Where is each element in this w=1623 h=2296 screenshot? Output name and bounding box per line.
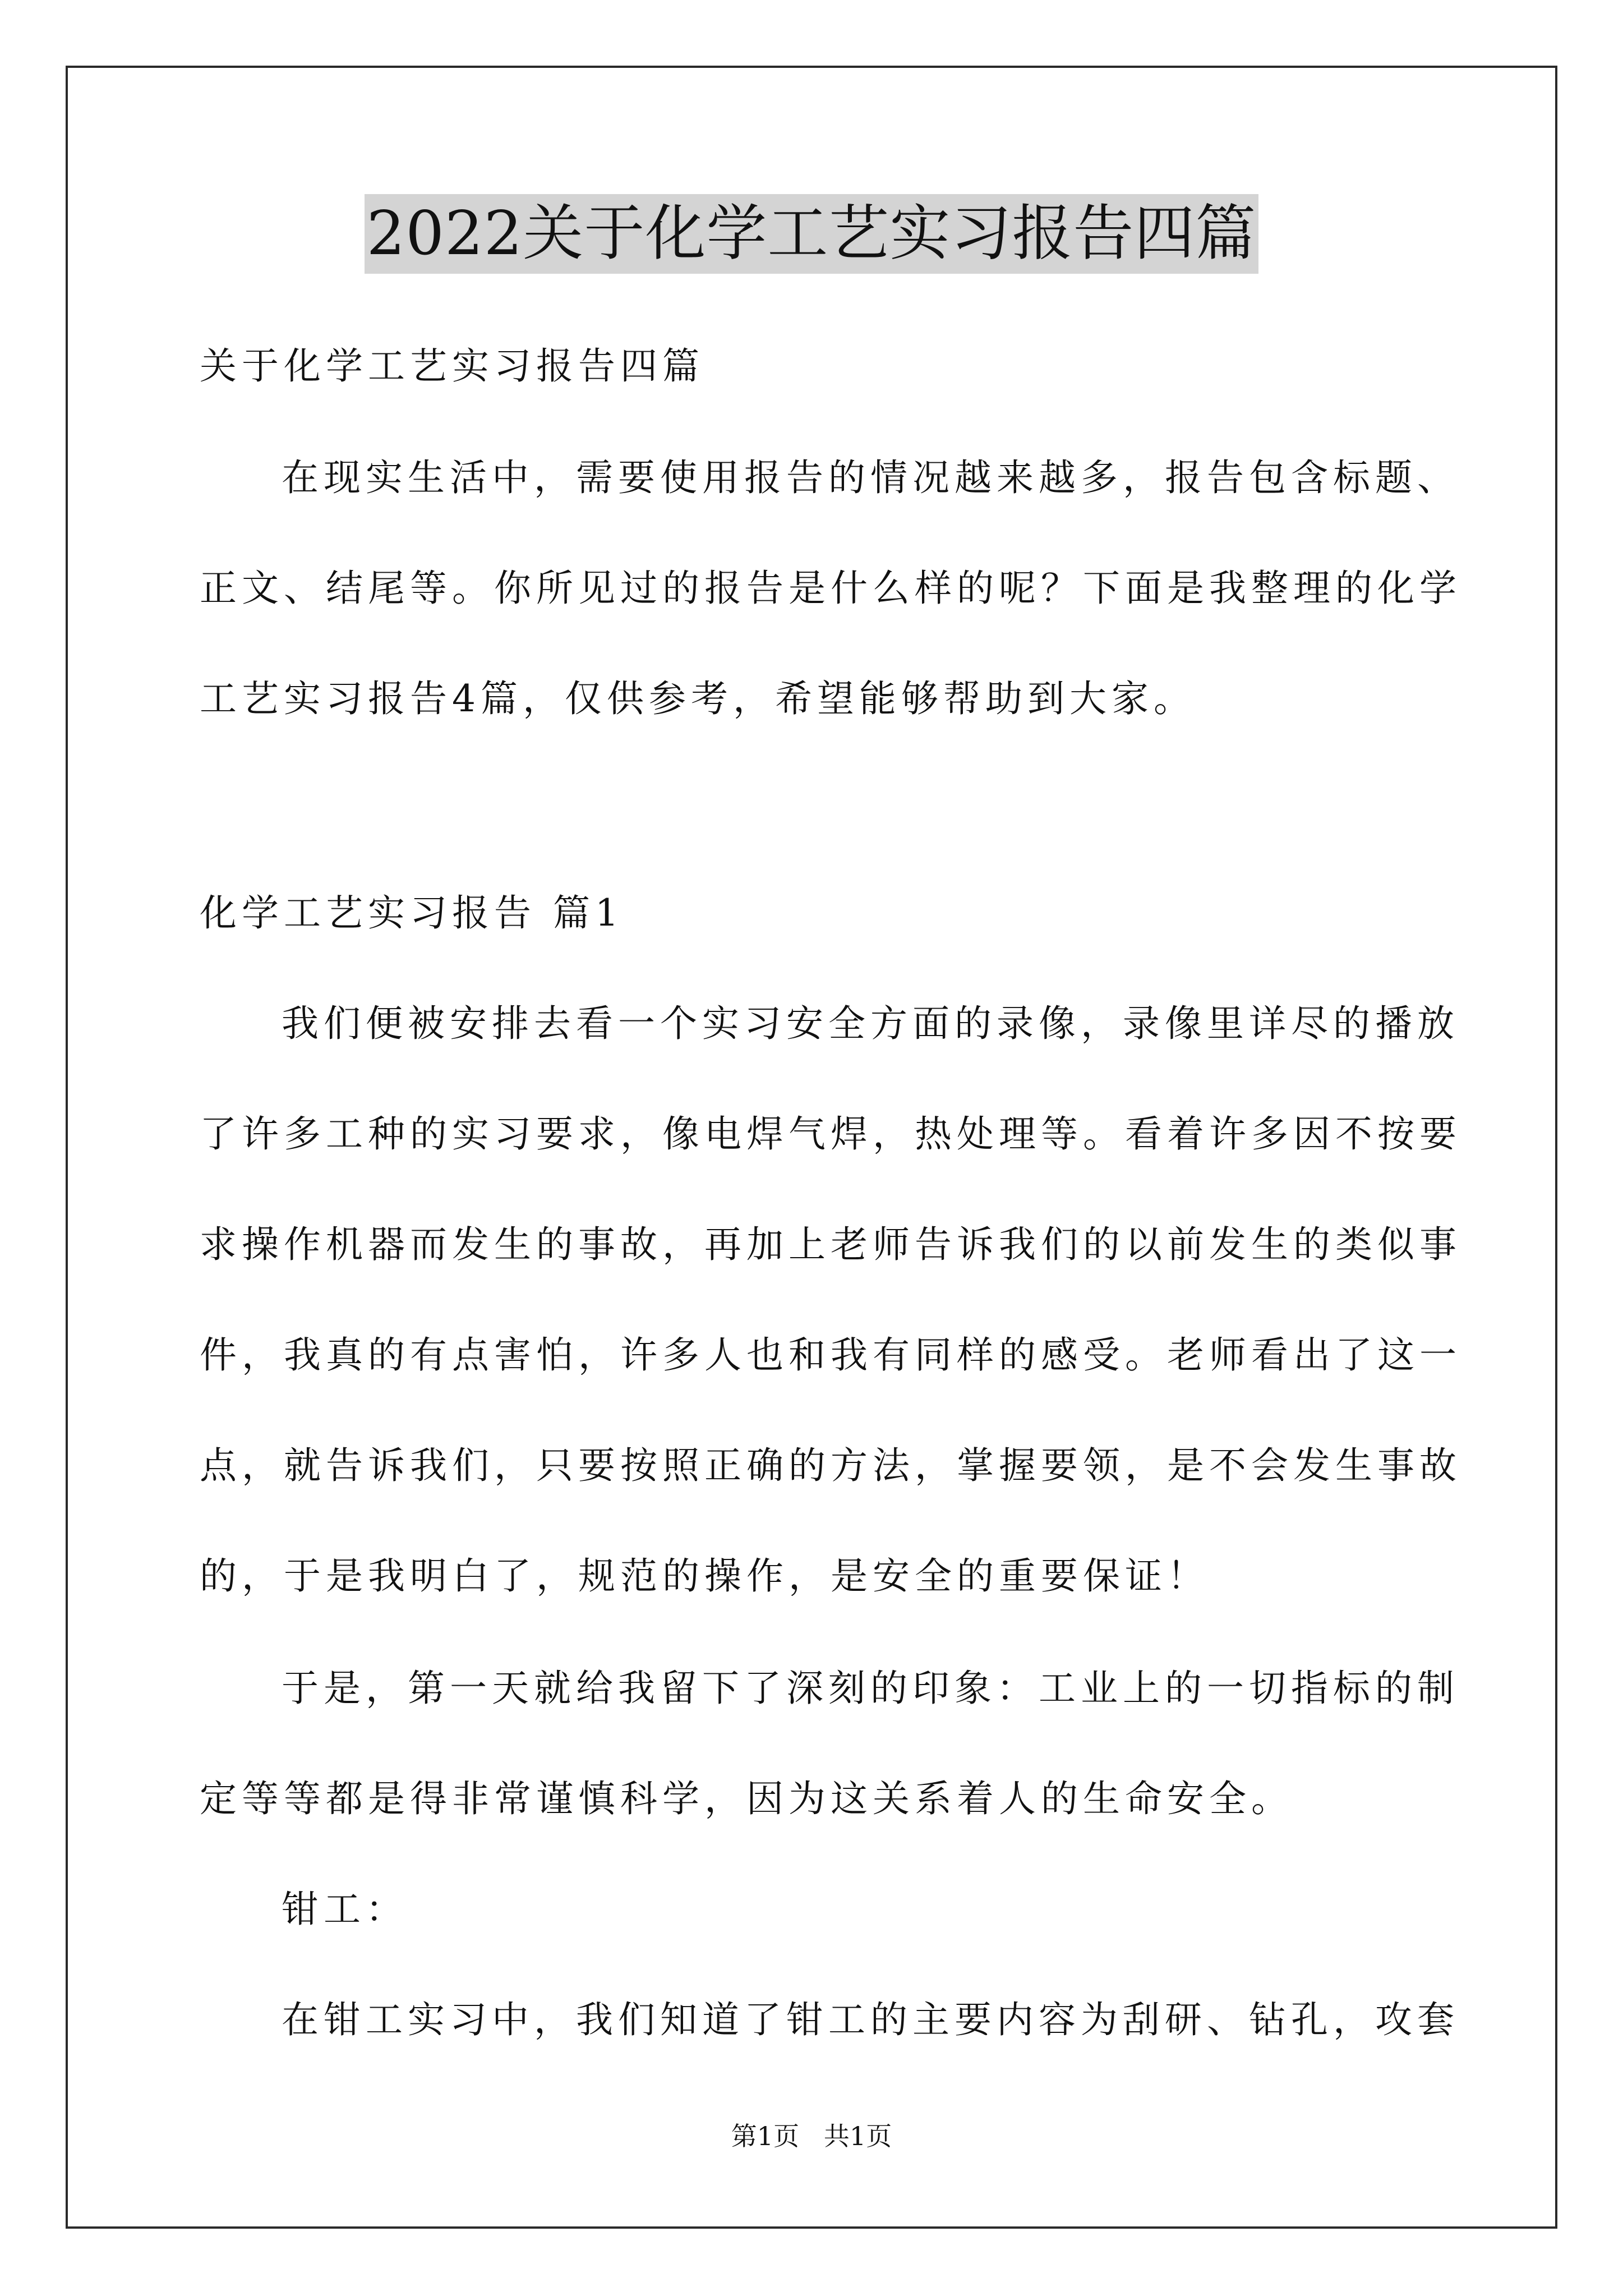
paragraph1-line-4: 件，我真的有点害怕，许多人也和我有同样的感受。老师看出了这一 bbox=[200, 1333, 1461, 1377]
subheading: 钳工： bbox=[282, 1888, 408, 1931]
intro-line-1: 在现实生活中，需要使用报告的情况越来越多，报告包含标题、 bbox=[282, 456, 1459, 499]
document-subtitle: 关于化学工艺实习报告四篇 bbox=[200, 344, 704, 388]
paragraph1-line-1: 我们便被安排去看一个实习安全方面的录像，录像里详尽的播放 bbox=[282, 1002, 1459, 1045]
paragraph2-line-1: 于是，第一天就给我留下了深刻的印象：工业上的一切指标的制 bbox=[282, 1667, 1459, 1710]
document-title: 2022关于化学工艺实习报告四篇 bbox=[365, 194, 1259, 274]
paragraph1-line-3: 求操作机器而发生的事故，再加上老师告诉我们的以前发生的类似事 bbox=[200, 1223, 1461, 1266]
paragraph1-line-6: 的，于是我明白了，规范的操作，是安全的重要保证！ bbox=[200, 1554, 1209, 1598]
paragraph3-line-1: 在钳工实习中，我们知道了钳工的主要内容为刮研、钻孔，攻套 bbox=[282, 1998, 1459, 2041]
paragraph2-line-2: 定等等都是得非常谨慎科学，因为这关系着人的生命安全。 bbox=[200, 1777, 1293, 1820]
intro-line-2: 正文、结尾等。你所见过的报告是什么样的呢？下面是我整理的化学 bbox=[200, 567, 1461, 610]
paragraph1-line-2: 了许多工种的实习要求，像电焊气焊，热处理等。看着许多因不按要 bbox=[200, 1112, 1461, 1156]
page-indicator: 第1页 共1页 bbox=[731, 2121, 892, 2151]
intro-line-3: 工艺实习报告4篇，仅供参考，希望能够帮助到大家。 bbox=[200, 677, 1196, 720]
paragraph1-line-5: 点，就告诉我们，只要按照正确的方法，掌握要领，是不会发生事故 bbox=[200, 1444, 1461, 1487]
title-block bbox=[0, 194, 1623, 274]
section-heading: 化学工艺实习报告 篇1 bbox=[200, 891, 624, 935]
